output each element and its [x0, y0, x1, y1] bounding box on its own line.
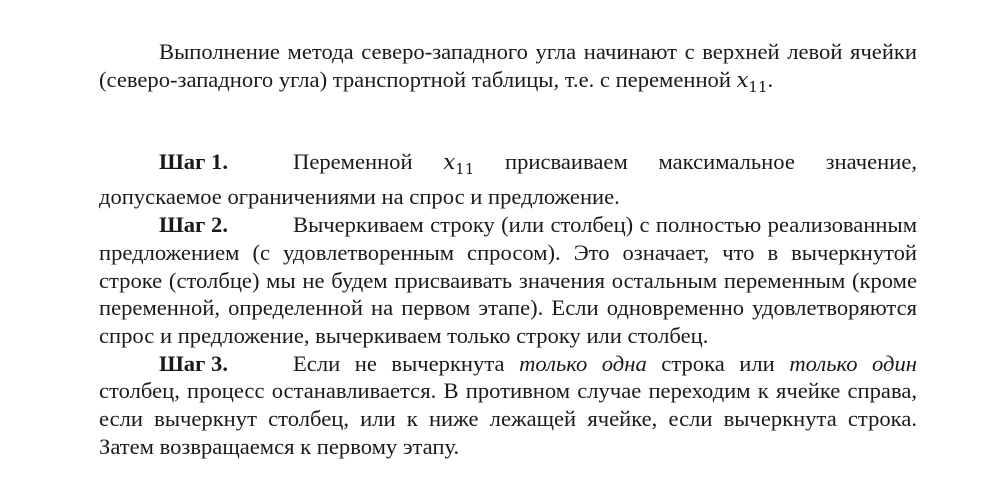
step-2-text: Вычеркиваем строку (или столбец) с полностью реализованным предложением (с удовлетворенным спросом). Это означает, что в вычеркнутой строке (столбце) мы не будем присваивать значения остальным переменным (кроме переменной, определенной на первом этапе). Если одновременно удовлетворяются спрос и предложение, вычеркиваем только строку или столбец. — [99, 212, 917, 348]
step-3-label: Шаг 3. — [159, 350, 228, 376]
variable-symbol: x — [736, 67, 749, 92]
variable-symbol: x — [443, 149, 456, 174]
step-2-paragraph — [99, 211, 917, 350]
step-3-emphasis-1: только одна — [519, 350, 647, 376]
step-3-paragraph — [99, 350, 917, 461]
intro-end: . — [767, 66, 774, 92]
step-3-text: Если не вычеркнута — [293, 350, 520, 376]
step-3-emphasis-2: только один — [789, 350, 917, 376]
intro-paragraph — [99, 38, 917, 102]
document-page — [99, 38, 917, 461]
variable-x11 — [443, 149, 475, 178]
variable-subscript: 11 — [455, 159, 475, 178]
variable-subscript: 11 — [748, 77, 768, 96]
spacer — [99, 102, 917, 148]
step-3-text-3: столбец, процесс останавливается. В противном случае переходим к ячейке справа, если вычеркнут столбец, или к ниже лежащей ячейке, если вычеркнута строка. Затем возвращаемся к первому этапу. — [99, 378, 917, 459]
step-1-text-continued: присваиваем максимальное значение, допускаемое ограничениями на спрос и предложение. — [99, 148, 917, 210]
step-1-text: Переменной — [293, 148, 444, 174]
step-3-text-2: строка или — [646, 350, 790, 376]
step-1-label: Шаг 1. — [159, 148, 228, 174]
step-1-paragraph — [99, 148, 917, 212]
intro-text: Выполнение метода северо-западного угла начинают с верхней левой ячейки (северо-западного угла) транспортной таблицы, т.е. с переменной — [99, 39, 917, 92]
step-2-label: Шаг 2. — [159, 212, 228, 238]
variable-x11 — [736, 67, 768, 96]
